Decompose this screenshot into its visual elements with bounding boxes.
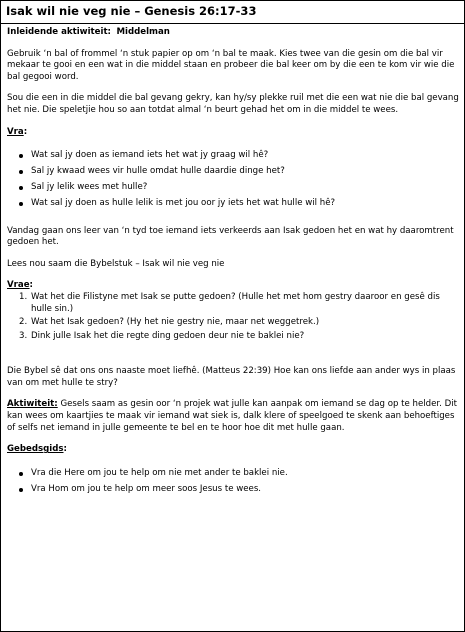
vra-heading xyxy=(7,127,459,139)
paragraph-read-bible: Lees nou saam die Bybelstuk – Isak wil nie veg nie xyxy=(7,258,225,269)
paragraph-today: Vandag gaan ons leer van ‘n tyd toe iemand iets verkeerds aan Isak gedoen het en wat hy daaromtrent gedoen het. xyxy=(7,225,454,248)
list-item xyxy=(19,317,459,329)
vra-heading-text: Vra xyxy=(7,126,24,137)
aktiwiteit-text: Gesels saam as gesin oor ‘n projek wat julle kan aanpak om iemand se dag op te helder. Dit kan wees om kaartjies te maak vir iemand wat siek is, dalk klere of speelgoed te skenk aan behoeftiges of selfs net iemand in julle gemeente te bel en te hoor hoe dit met hulle gaan. xyxy=(7,399,457,433)
vrae-heading-text: Vrae xyxy=(7,280,30,291)
vrae-list xyxy=(7,292,459,342)
list-item: Wat sal jy doen as iemand iets het wat jy graag wil hê? xyxy=(31,150,459,162)
paragraph-game-rules: Gebruik ‘n bal of frommel ‘n stuk papier op om ‘n bal te maak. Kies twee van die gesin om die bal vir mekaar te gooi en een wat in die middel staan en probeer die bal keer om by die een te kom vir wie die bal gegooi word. xyxy=(7,48,455,82)
paragraph-love-neighbour: Die Bybel sê dat ons ons naaste moet liefhê. (Matteus 22:39) Hoe kan ons liefde aan ander wys in plaas van om met hulle te stry? xyxy=(7,366,456,388)
list-number: 3. xyxy=(19,330,28,341)
intro-activity-label: Inleidende aktiwiteit: xyxy=(7,27,111,37)
page-title: Isak wil nie veg nie – Genesis 26:17-33 xyxy=(6,4,257,18)
gebedsgids-heading-text: Gebedsgids xyxy=(7,444,64,455)
list-item xyxy=(19,330,459,343)
list-item-text: Wat het die Filistyne met Isak se putte gedoen? (Hulle het met hom gestry daaroor en gesê dis hulle sin.) xyxy=(31,291,440,314)
list-item xyxy=(19,291,459,315)
list-item: Vra die Here om jou te help om nie met ander te baklei nie. xyxy=(31,468,459,480)
list-item: Sal jy lelik wees met hulle? xyxy=(31,182,459,194)
list-item: Wat sal jy doen as hulle lelik is met jou oor jy iets het wat hulle wil hê? xyxy=(31,198,459,210)
intro-activity-line xyxy=(7,27,459,39)
list-number: 1. xyxy=(19,291,28,302)
list-item: Sal jy kwaad wees vir hulle omdat hulle daardie dinge het? xyxy=(31,166,459,178)
aktiwiteit-paragraph xyxy=(7,399,459,434)
list-item-text: Dink julle Isak het die regte ding gedoen deur nie te baklei nie? xyxy=(31,330,305,341)
list-number: 2. xyxy=(19,317,28,328)
title-bar xyxy=(1,1,464,24)
vrae-heading-colon: : xyxy=(29,280,33,291)
document-body xyxy=(7,27,459,500)
list-item: Vra Hom om jou te help om meer soos Jesus te wees. xyxy=(31,484,459,496)
vra-heading-colon: : xyxy=(23,126,28,137)
gebedsgids-heading-colon: : xyxy=(63,444,67,455)
gebedsgids-list xyxy=(7,468,459,496)
paragraph-game-swap: Sou die een in die middel die bal gevang gekry, kan hy/sy plekke ruil met die een wat nie die bal gevang het nie. Die speletjie hou so aan totdat almal ‘n beurt gehad het om in die middel te wees. xyxy=(7,93,459,115)
list-item-text: Wat het Isak gedoen? (Hy het nie gestry nie, maar net weggetrek.) xyxy=(31,317,320,328)
vrae-heading xyxy=(7,280,459,292)
intro-activity-value: Middelman xyxy=(116,27,170,37)
vra-list xyxy=(7,150,459,210)
aktiwiteit-label: Aktiwiteit: xyxy=(7,399,58,410)
gebedsgids-heading xyxy=(7,444,459,456)
